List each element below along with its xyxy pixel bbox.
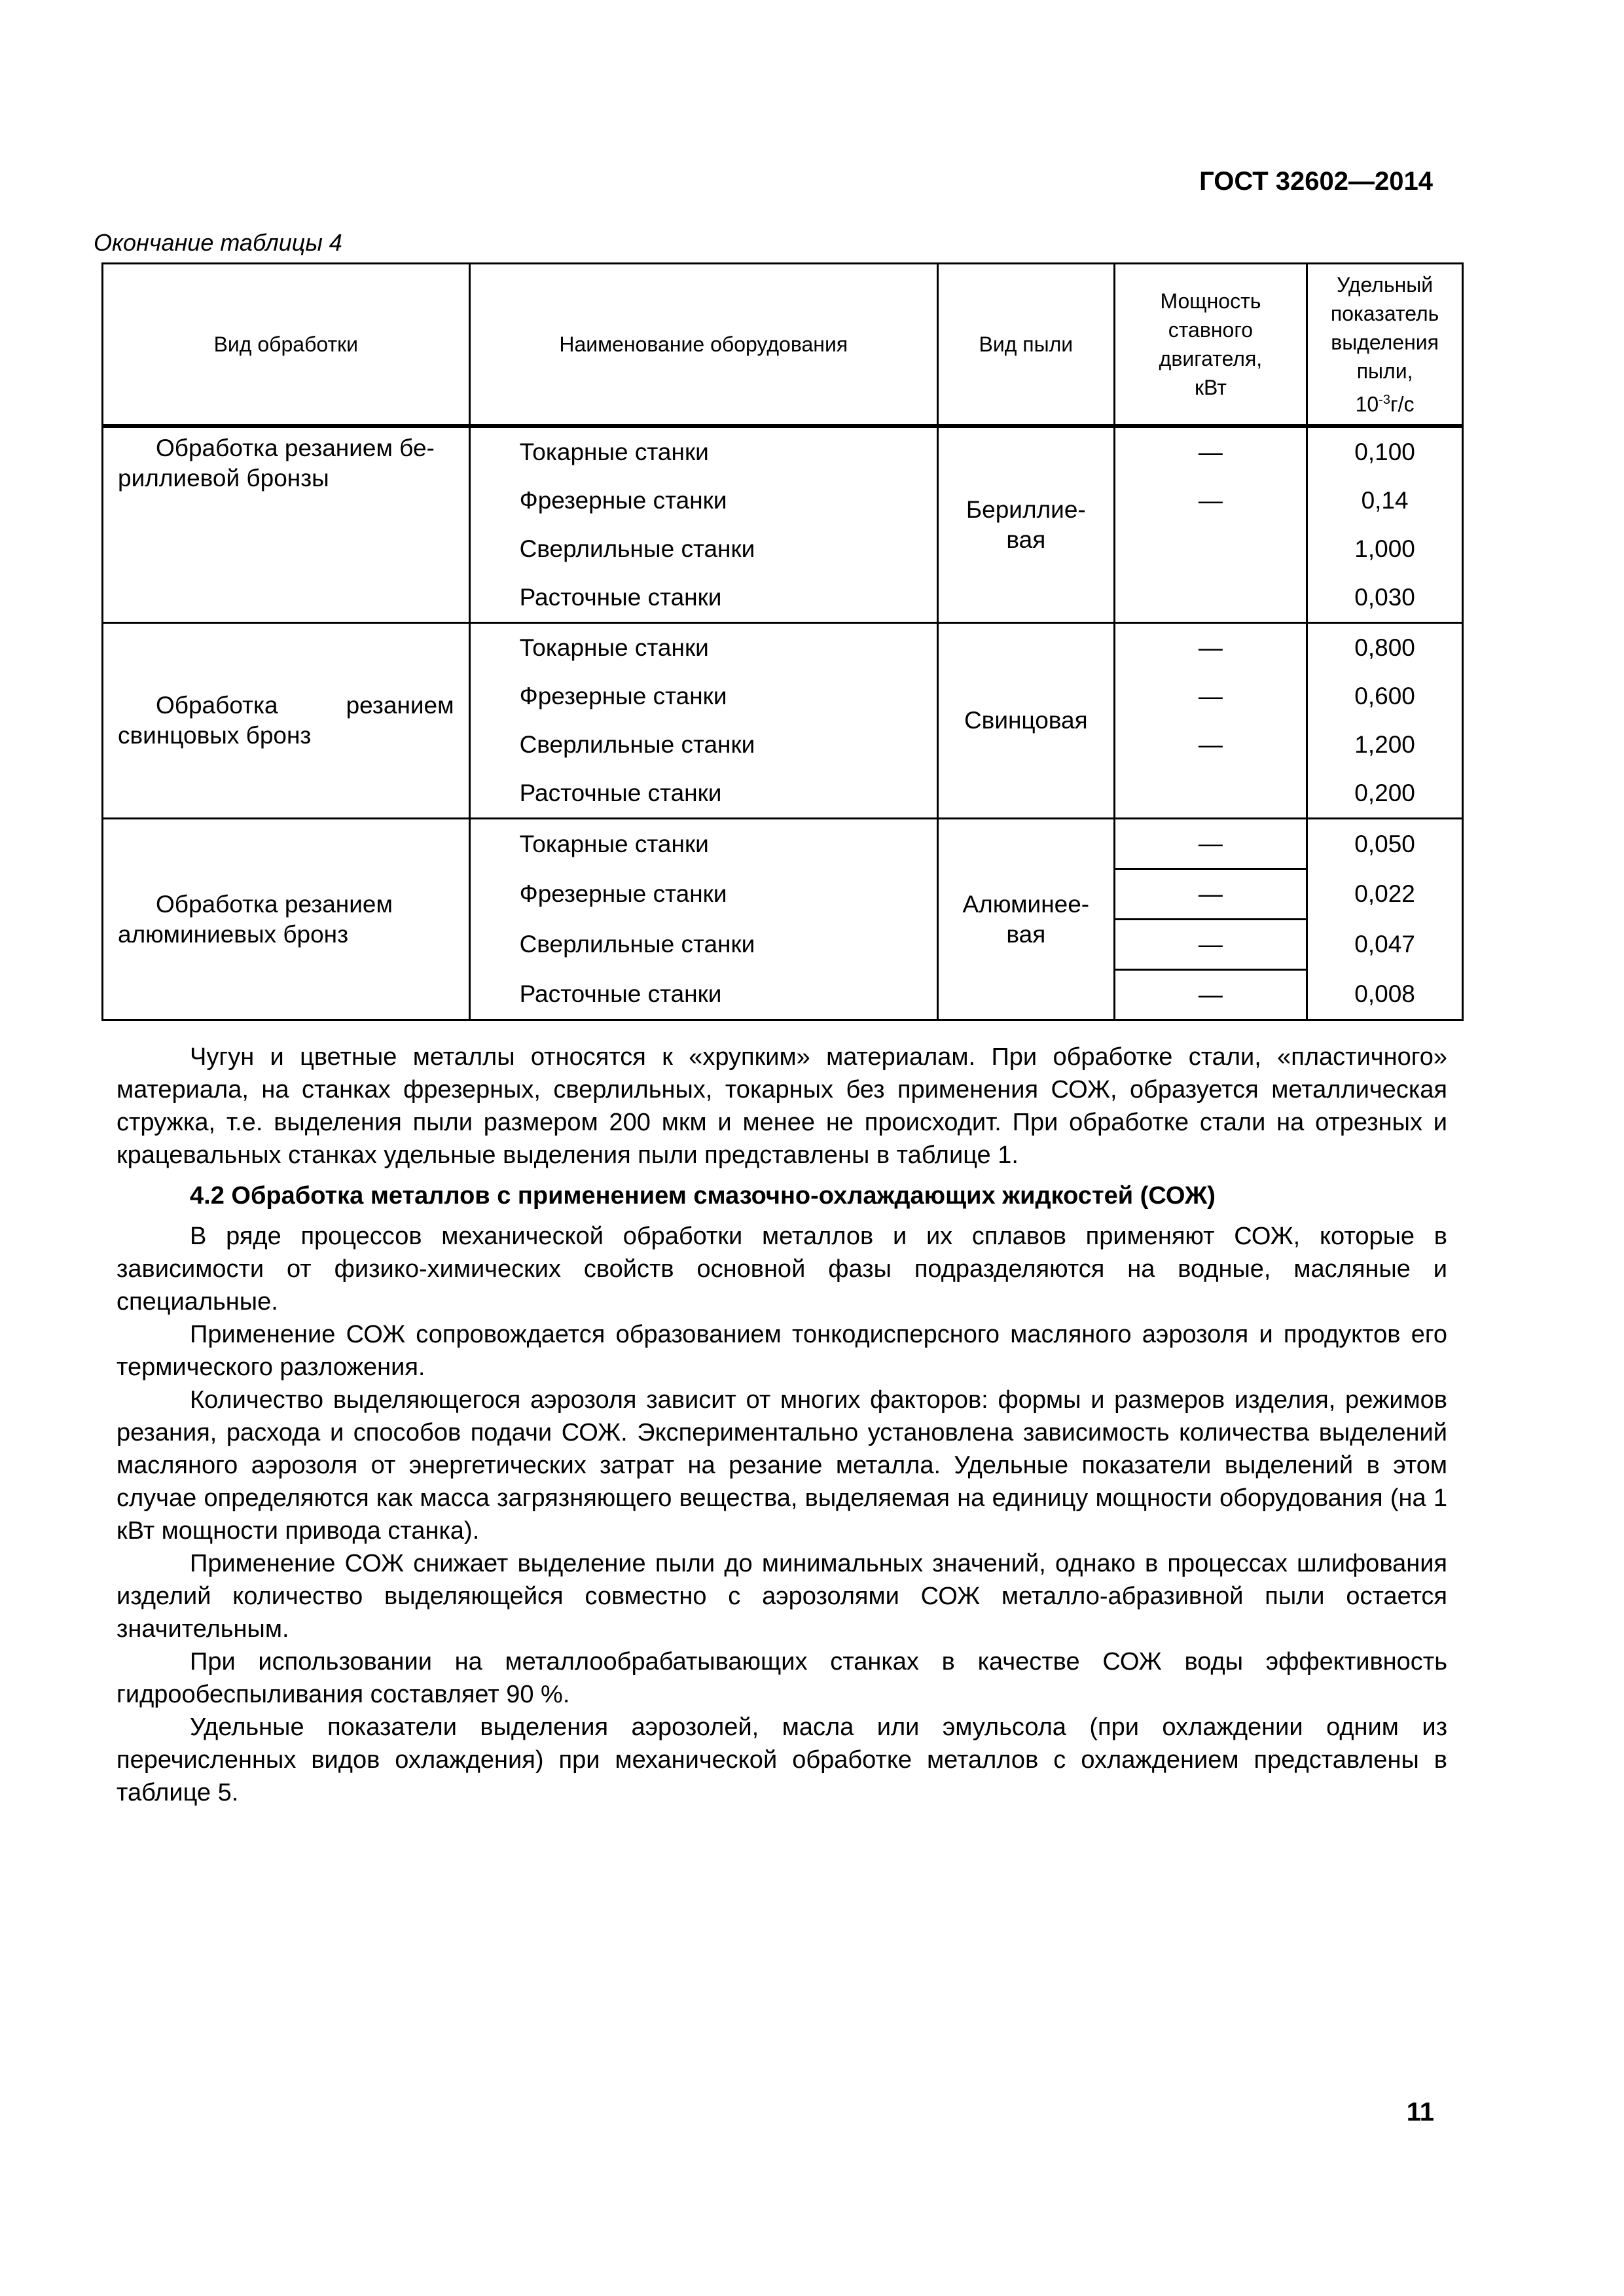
equipment-cell: Фрезерные станки — [469, 476, 937, 525]
value-cell: 0,022 — [1307, 869, 1463, 920]
equipment-cell: Токарные станки — [469, 623, 937, 673]
paragraph-7: Удельные показатели выделения аэрозолей, масла или эмульсола (при охлаждении одним из перечисленных видов охлаждения) при механической обработке металлов с охлаждением представлены в таблице 5. — [117, 1713, 1447, 1806]
process-cell-aluminium: Обработка резанием алюминиевых бронз — [103, 819, 470, 1020]
body-text — [117, 1041, 1447, 1809]
value-cell: 0,200 — [1307, 769, 1463, 819]
power-cell: — — [1114, 426, 1307, 476]
paragraph-5: Применение СОЖ снижает выделение пыли до минимальных значений, однако в процессах шлифования изделий количество выделяющейся совместно с аэрозолями СОЖ металло-абразивной пыли остается значительным. — [117, 1550, 1447, 1643]
value-cell: 1,000 — [1307, 525, 1463, 573]
equipment-cell: Фрезерные станки — [469, 869, 937, 920]
equipment-cell: Токарные станки — [469, 426, 937, 476]
standard-code: ГОСТ 32602—2014 — [1199, 167, 1433, 196]
paragraph-6: При использовании на металлообрабатывающих станках в качестве СОЖ воды эффективность гидрообеспыливания составляет 90 %. — [117, 1648, 1447, 1708]
value-cell: 0,600 — [1307, 672, 1463, 721]
power-cell: — — [1114, 869, 1307, 920]
dust-cell-aluminium: Алюминее- вая — [937, 819, 1114, 1020]
value-cell: 1,200 — [1307, 721, 1463, 769]
col-header-specific-index: Удельный показатель выделения пыли, $10^{-3}г/с$ — [1307, 264, 1463, 427]
power-cell: — — [1114, 721, 1307, 769]
value-cell: 0,050 — [1307, 819, 1463, 869]
table-row — [103, 623, 1463, 673]
power-cell: — — [1114, 920, 1307, 970]
paragraph-4: Количество выделяющегося аэрозоля зависит от многих факторов: формы и размеров изделия, режимов резания, расхода и способов подачи СОЖ. Экспериментально установлена зависимость количества выделений масляного аэрозоля от энергетических затрат на резание металла. Удельные показатели выделений в этом случае определяются как масса загрязняющего вещества, выделяемая на единицу мощности оборудования (на 1 кВт мощности привода станка). — [117, 1386, 1447, 1545]
equipment-cell: Сверлильные станки — [469, 721, 937, 769]
equipment-cell: Токарные станки — [469, 819, 937, 869]
power-cell: — — [1114, 672, 1307, 721]
power-cell — [1114, 525, 1307, 573]
value-cell: 0,047 — [1307, 920, 1463, 970]
dust-cell-lead: Свинцовая — [937, 623, 1114, 819]
power-cell — [1114, 573, 1307, 623]
col-header-equipment: Наименование оборудования — [469, 264, 937, 427]
section-heading: 4.2 Обработка металлов с применением смазочно-охлаждающих жидкостей (СОЖ) — [190, 1182, 1216, 1210]
table-row — [103, 426, 1463, 476]
equipment-cell: Расточные станки — [469, 769, 937, 819]
equipment-cell: Фрезерные станки — [469, 672, 937, 721]
value-cell: 0,800 — [1307, 623, 1463, 673]
value-cell: 0,100 — [1307, 426, 1463, 476]
table-row — [103, 819, 1463, 869]
power-cell: — — [1114, 819, 1307, 869]
power-cell: — — [1114, 623, 1307, 673]
paragraph-1: Чугун и цветные металлы относятся к «хрупким» материалам. При обработке стали, «пластичного» материала, на станках фрезерных, сверлильных, токарных без применения СОЖ, образуется металлическая стружка, т.е. выделения пыли размером 200 мкм и менее не происходит. При обработке стали на отрезных и крацевальных станках удельные выделения пыли представлены в таблице 1. — [117, 1043, 1447, 1169]
col-header-motor-power: Мощность ставного двигателя, кВт — [1114, 264, 1307, 427]
power-cell: — — [1114, 476, 1307, 525]
table-4-continuation — [101, 262, 1464, 1021]
value-cell: 0,008 — [1307, 970, 1463, 1020]
equipment-cell: Расточные станки — [469, 970, 937, 1020]
col-header-dust-type: Вид пыли — [937, 264, 1114, 427]
process-cell-lead: Обработка резанием свинцовых бронз — [103, 623, 470, 819]
table-caption: Окончание таблицы 4 — [94, 229, 342, 256]
paragraph-3: Применение СОЖ сопровождается образованием тонкодисперсного масляного аэрозоля и продуктов его термического разложения. — [117, 1321, 1447, 1381]
power-cell — [1114, 769, 1307, 819]
page-number: 11 — [1406, 2098, 1434, 2126]
process-cell-beryllium: Обработка резанием бе- риллиевой бронзы — [103, 426, 470, 623]
power-cell: — — [1114, 970, 1307, 1020]
paragraph-2: В ряде процессов механической обработки металлов и их сплавов применяют СОЖ, которые в зависимости от физико-химических свойств основной фазы подразделяются на водные, масляные и специальные. — [117, 1223, 1447, 1316]
table-header-row — [103, 264, 1463, 427]
col-header-process: Вид обработки — [103, 264, 470, 427]
equipment-cell: Расточные станки — [469, 573, 937, 623]
equipment-cell: Сверлильные станки — [469, 920, 937, 970]
equipment-cell: Сверлильные станки — [469, 525, 937, 573]
value-cell: 0,14 — [1307, 476, 1463, 525]
dust-cell-beryllium: Бериллие- вая — [937, 426, 1114, 623]
value-cell: 0,030 — [1307, 573, 1463, 623]
